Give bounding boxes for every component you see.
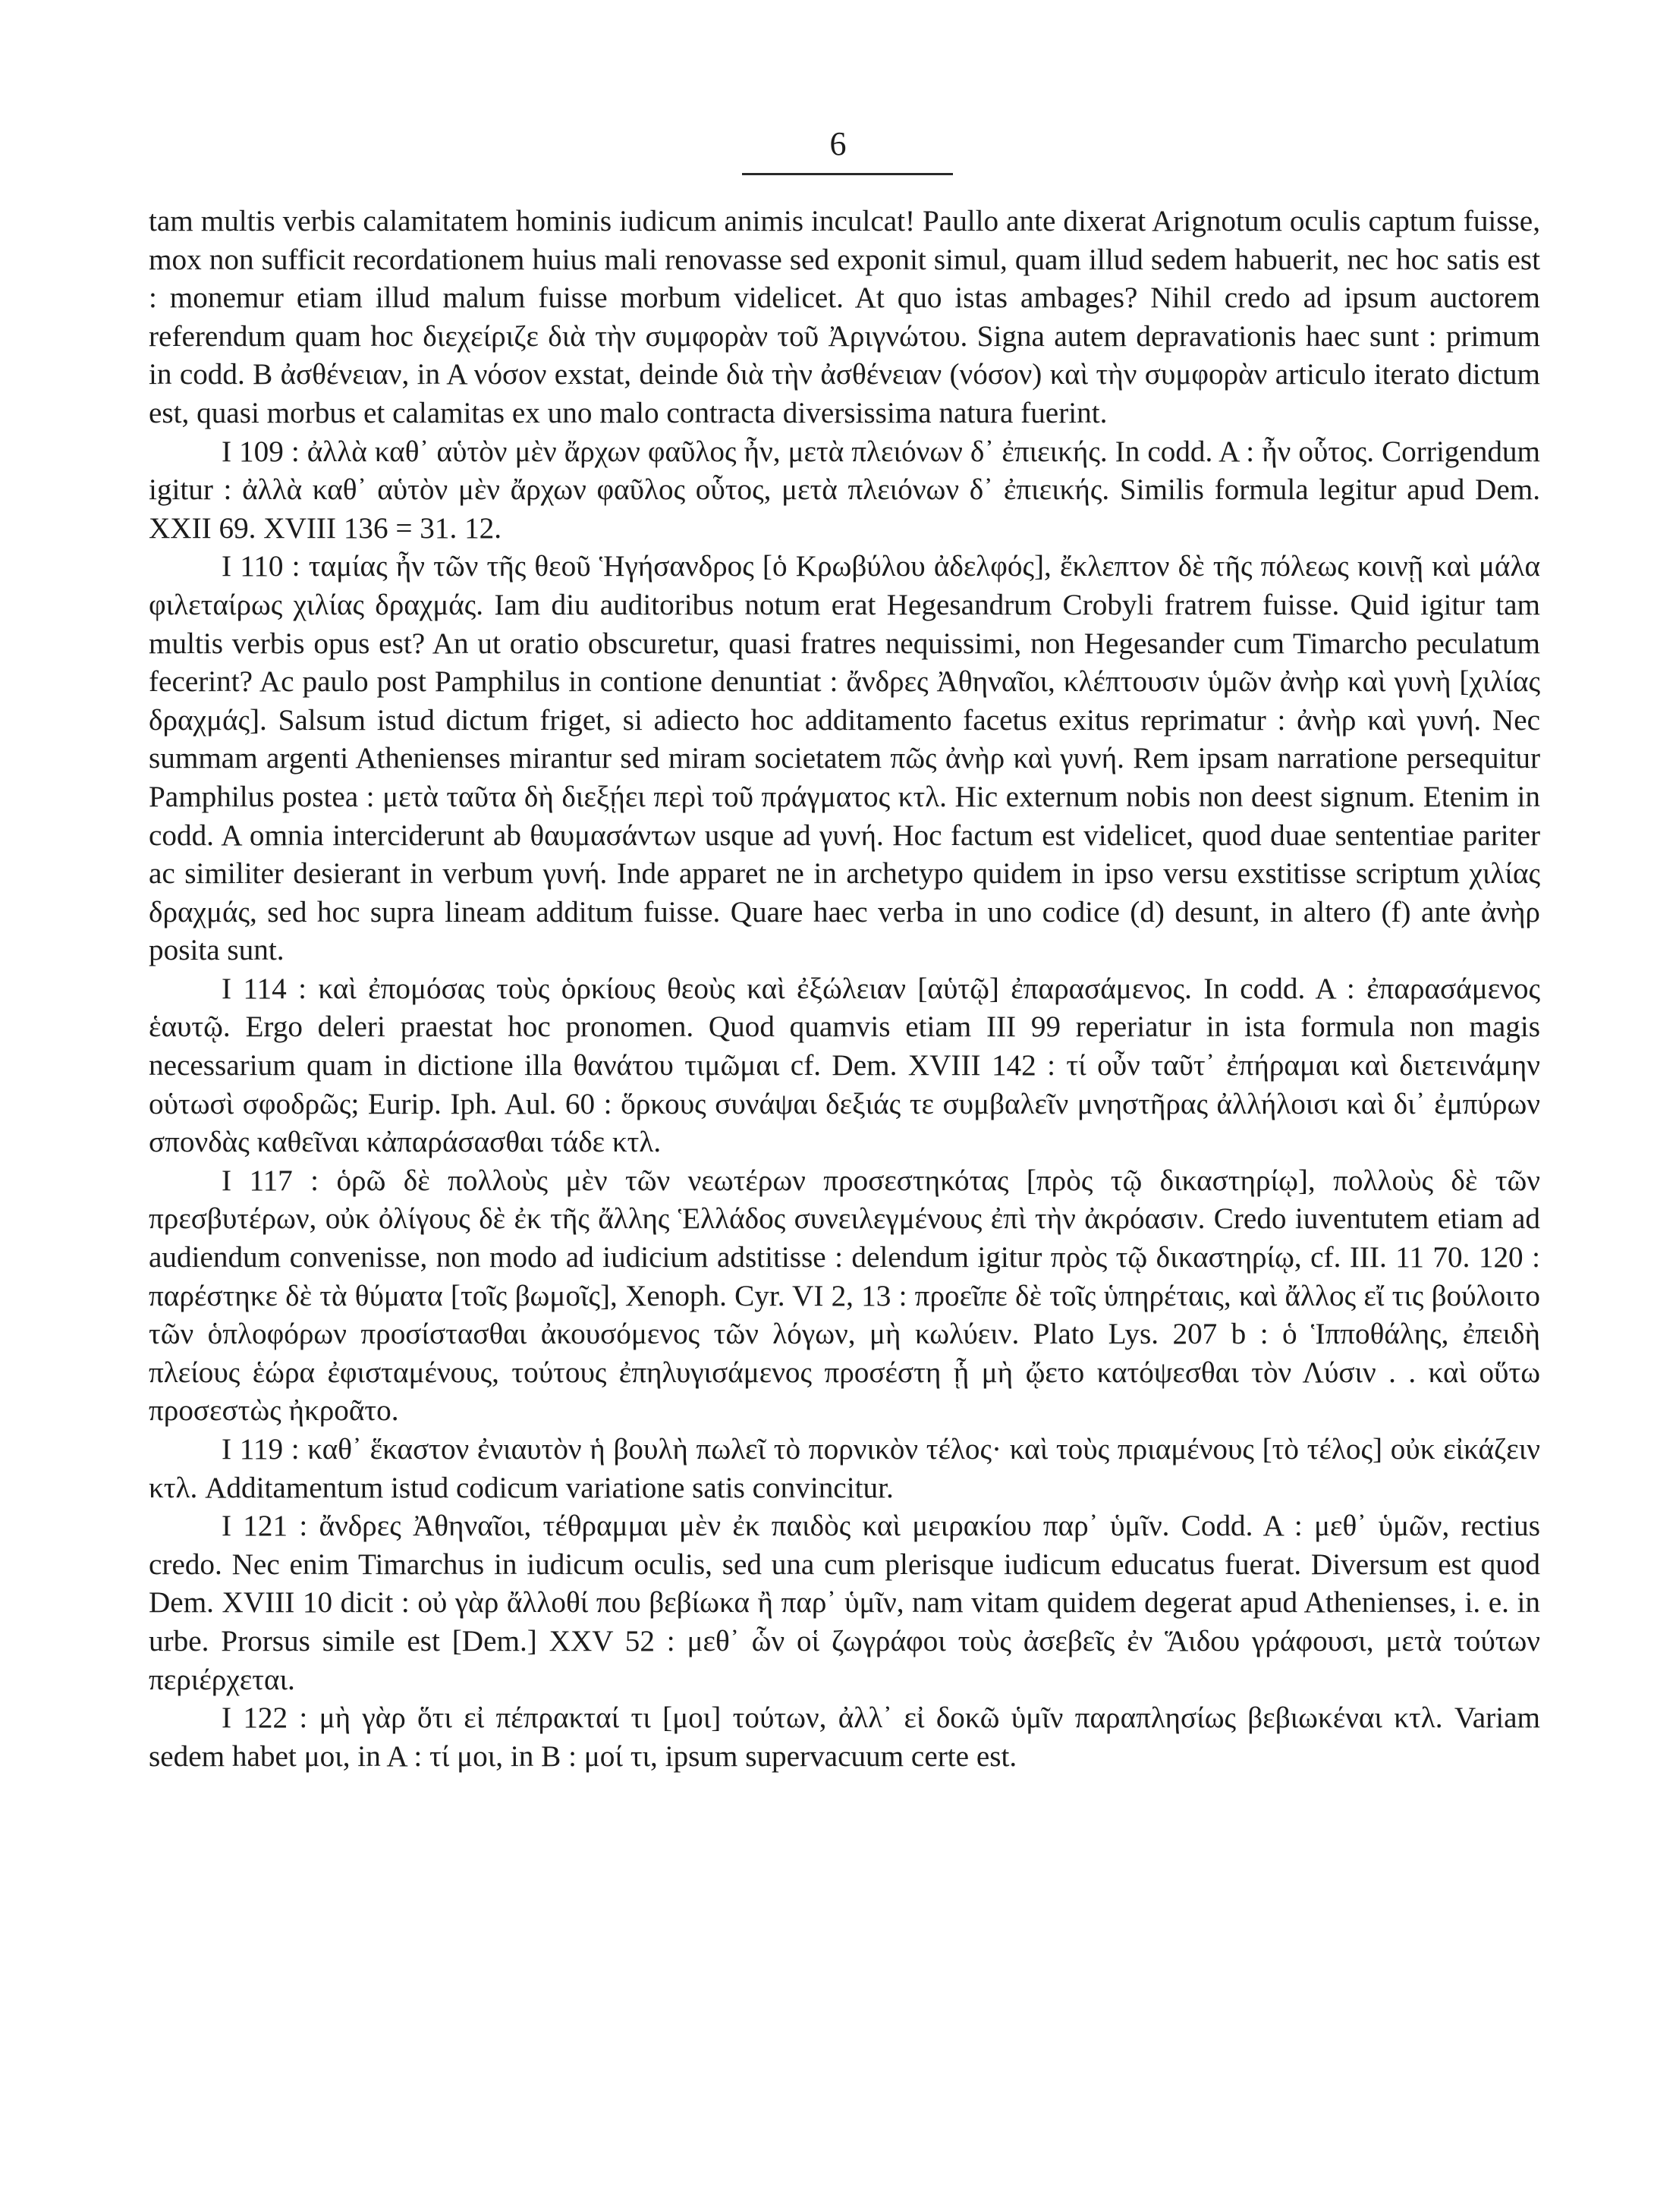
body-text (149, 203, 1540, 1776)
paragraph-continuation: tam multis verbis calamitatem hominis iudicum animis inculcat! Paullo ante dixerat Arignotum oculis captum fuisse, mox non sufficit recordationem huius mali renovasse sed exponit simul, quam illud sedem habuerit, nec hoc satis est : monemur etiam illud malum fuisse morbum videlicet. At quo istas ambages? Nihil credo ad ipsum auctorem referendum quam hoc διεχείριζε διὰ τὴν συμφορὰν τοῦ Ἀριγνώτου. Signa autem depravationis haec sunt : primum in codd. B ἀσθένειαν, in A νόσον exstat, deinde διὰ τὴν ἀσθένειαν (νόσον) καὶ τὴν συμφορὰν articulo iterato dictum est, quasi morbus et calamitas ex uno malo contracta diversissima natura fuerint. (149, 205, 1540, 429)
paragraph-I-114: I 114 : καὶ ἐπομόσας τοὺς ὁρκίους θεοὺς καὶ ἐξώλειαν [αὑτῷ] ἐπαρασάμενος. In codd. A : ἐπαρασάμενος ἑαυτῷ. Ergo deleri praestat hoc pronomen. Quod quamvis etiam III 99 reperiatur in ista formula non magis necessarium quam in dictione illa θανάτου τιμῶμαι cf. Dem. XVIII 142 : τί οὖν ταῦτ᾽ ἐπήραμαι καὶ διετεινάμην οὑτωσὶ σφοδρῶς; Eurip. Iph. Aul. 60 : ὅρκους συνάψαι δεξιάς τε συμβαλεῖν μνηστῆρας ἀλλήλοισι καὶ δι᾽ ἐμπύρων σπονδὰς καθεῖναι κἀπαράσασθαι τάδε κτλ. (149, 972, 1540, 1159)
header-rule (742, 173, 953, 175)
paragraph-I-121: I 121 : ἄνδρες Ἀθηναῖοι, τέθραμμαι μὲν ἐκ παιδὸς καὶ μειρακίου παρ᾽ ὑμῖν. Codd. A : μεθ᾽ ὑμῶν, rectius credo. Nec enim Timarchus in iudicum oculis, sed una cum plerisque iudicum educatus fuerat. Diversum est quod Dem. XVIII 10 dicit : οὐ γὰρ ἄλλοθί που βεβίωκα ἢ παρ᾽ ὑμῖν, nam vitam quidem degerat apud Athenienses, i. e. in urbe. Prorsus simile est [Dem.] XXV 52 : μεθ᾽ ὧν οἱ ζωγράφοι τοὺς ἀσεβεῖς ἐν Ἅιδου γράφουσι, μετὰ τούτων περιέρχεται. (149, 1510, 1540, 1696)
paragraph-I-122: I 122 : μὴ γὰρ ὅτι εἰ πέπρακταί τι [μοι] τούτων, ἀλλ᾽ εἰ δοκῶ ὑμῖν παραπλησίως βεβιωκέναι κτλ. Variam sedem habet μοι, in A : τί μοι, in B : μοί τι, ipsum supervacuum certe est. (149, 1701, 1540, 1773)
page-number: 6 (829, 125, 847, 162)
paragraph-I-119: I 119 : καθ᾽ ἕκαστον ἐνιαυτὸν ἡ βουλὴ πωλεῖ τὸ πορνικὸν τέλος· καὶ τοὺς πριαμένους [τὸ τέλος] οὐκ εἰκάζειν κτλ. Additamentum istud codicum variatione satis convincitur. (149, 1433, 1540, 1504)
paragraph-I-109: I 109 : ἀλλὰ καθ᾽ αὑτὸν μὲν ἄρχων φαῦλος ἦν, μετὰ πλειόνων δ᾽ ἐπιεικής. In codd. A : ἦν οὗτος. Corrigendum igitur : ἀλλὰ καθ᾽ αὑτὸν μὲν ἄρχων φαῦλος οὗτος, μετὰ πλειόνων δ᾽ ἐπιεικής. Similis formula legitur apud Dem. XXII 69. XVIII 136 = 31. 12. (149, 435, 1540, 545)
paragraph-I-110: I 110 : ταμίας ἦν τῶν τῆς θεοῦ Ἡγήσανδρος [ὁ Κρωβύλου ἀδελφός], ἔκλεπτον δὲ τῆς πόλεως κοινῇ καὶ μάλα φιλεταίρως χιλίας δραχμάς. Iam diu auditoribus notum erat Hegesandrum Crobyli fratrem fuisse. Quid igitur tam multis verbis opus est? An ut oratio obscuretur, quasi fratres nequissimi, non Hegesander cum Timarcho peculatum fecerint? Ac paulo post Pamphilus in contione denuntiat : ἄνδρες Ἀθηναῖοι, κλέπτουσιν ὑμῶν ἀνὴρ καὶ γυνὴ [χιλίας δραχμάς]. Salsum istud dictum friget, si adiecto hoc additamento facetus exitus reprimatur : ἀνὴρ καὶ γυνή. Nec summam argenti Athenienses mirantur sed miram societatem πῶς ἀνὴρ καὶ γυνή. Rem ipsam narratione persequitur Pamphilus postea : μετὰ ταῦτα δὴ διεξῄει περὶ τοῦ πράγματος κτλ. Hic externum nobis non deest signum. Etenim in codd. A omnia interciderunt ab θαυμασάντων usque ad γυνή. Hoc factum est videlicet, quod duae sententiae pariter ac similiter desierant in verbum γυνή. Inde apparet ne in archetypo quidem in ipso versu exstitisse scriptum χιλίας δραχμάς, sed hoc supra lineam additum fuisse. Quare haec verba in uno codice (d) desunt, in altero (f) ante ἀνὴρ posita sunt. (149, 550, 1540, 967)
paragraph-I-117: I 117 : ὁρῶ δὲ πολλοὺς μὲν τῶν νεωτέρων προσεστηκότας [πρὸς τῷ δικαστηρίῳ], πολλοὺς δὲ τῶν πρεσβυτέρων, οὐκ ὀλίγους δὲ ἐκ τῆς ἄλλης Ἑλλάδος συνειλεγμένους ἐπὶ τὴν ἀκρόασιν. Credo iuventutem etiam ad audiendum convenisse, non modo ad iudicium adstitisse : delendum igitur πρὸς τῷ δικαστηρίῳ, cf. III. 11 70. 120 : παρέστηκε δὲ τὰ θύματα [τοῖς βωμοῖς], Xenoph. Cyr. VI 2, 13 : προεῖπε δὲ τοῖς ὑπηρέταις, καὶ ἄλλος εἴ τις βούλοιτο τῶν ὁπλοφόρων προσίστασθαι ἀκουσόμενος τῶν λόγων, μὴ κωλύειν. Plato Lys. 207 b : ὁ Ἱπποθάλης, ἐπειδὴ πλείους ἑώρα ἐφισταμένους, τούτους ἐπηλυγισάμενος προσέστη ᾗ μὴ ᾤετο κατόψεσθαι τὸν Λύσιν . . καὶ οὕτω προσεστὼς ἠκροᾶτο. (149, 1164, 1540, 1428)
